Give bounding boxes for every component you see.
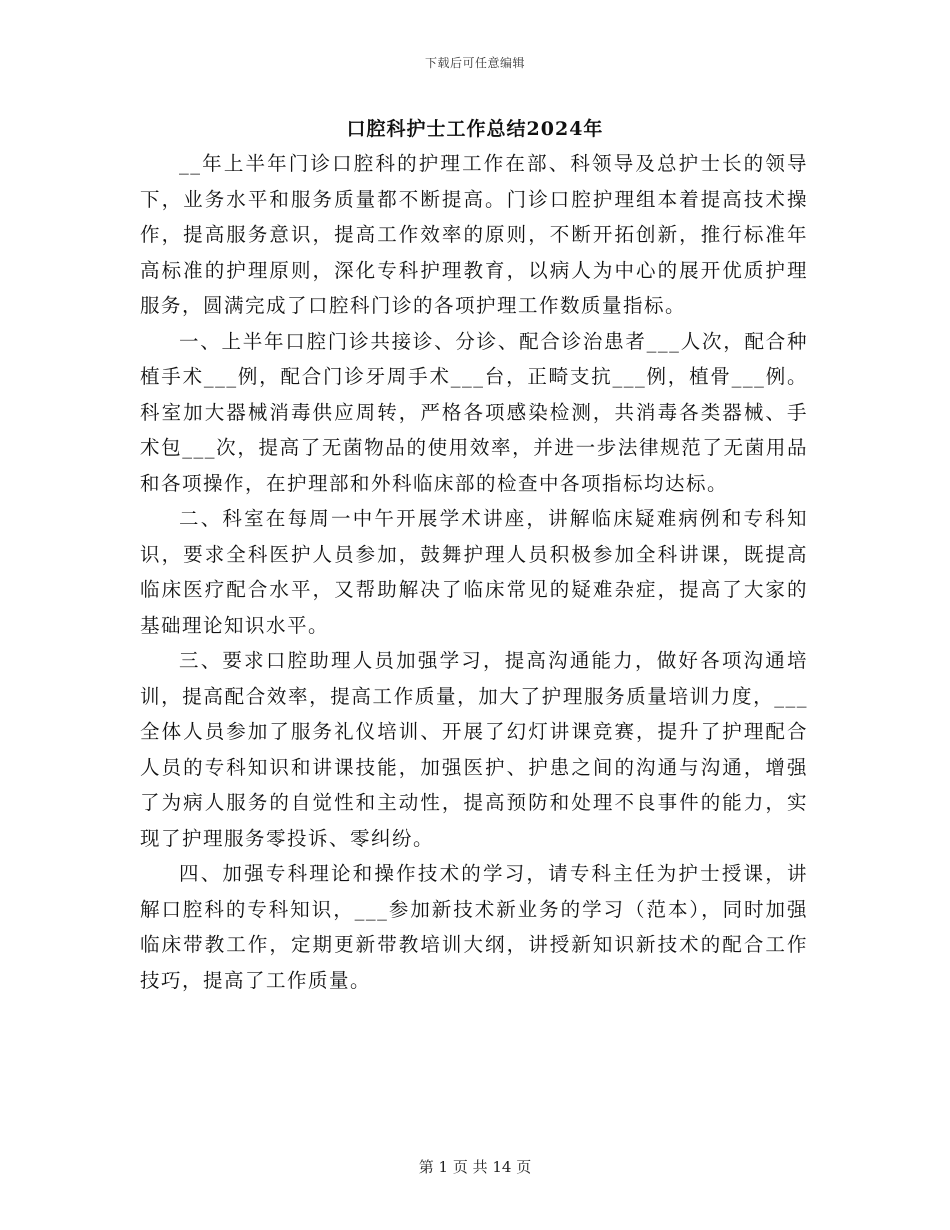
paragraph-section-1: 一、上半年口腔门诊共接诊、分诊、配合诊治患者___人次，配合种植手术___例，配合门诊牙周手术___台，正畸支抗___例，植骨___例。科室加大器械消毒供应周转，严格各项感染检测，共消毒各类器械、手术包___次，提高了无菌物品的使用效率，并进一步法律规范了无菌用品和各项操作，在护理部和外科临床部的检查中各项指标均达标。	[140, 329, 808, 495]
paragraph-section-2: 二、科室在每周一中午开展学术讲座，讲解临床疑难病例和专科知识，要求全科医护人员参加，鼓舞护理人员积极参加全科讲课，既提高临床医疗配合水平，又帮助解决了临床常见的疑难杂症，提高了大家的基础理论知识水平。	[140, 507, 808, 637]
document-title: 口腔科护士工作总结2024年	[346, 118, 604, 140]
paragraph-intro: __年上半年门诊口腔科的护理工作在部、科领导及总护士长的领导下，业务水平和服务质量都不断提高。门诊口腔护理组本着提高技术操作，提高服务意识，提高工作效率的原则，不断开拓创新，推行标准年高标准的护理原则，深化专科护理教育，以病人为中心的展开优质护理服务，圆满完成了口腔科门诊的各项护理工作数质量指标。	[140, 152, 808, 317]
paragraph-section-4: 四、加强专科理论和操作技术的学习，请专科主任为护士授课，讲解口腔科的专科知识，___参加新技术新业务的学习（范本），同时加强临床带教工作，定期更新带教培训大纲，讲授新知识新技术的配合工作技巧，提高了工作质量。	[140, 862, 808, 992]
paragraph-section-3: 三、要求口腔助理人员加强学习，提高沟通能力，做好各项沟通培训，提高配合效率，提高工作质量，加大了护理服务质量培训力度，___全体人员参加了服务礼仪培训、开展了幻灯讲课竞赛，提升了护理配合人员的专科知识和讲课技能，加强医护、护患之间的沟通与沟通，增强了为病人服务的自觉性和主动性，提高预防和处理不良事件的能力，实现了护理服务零投诉、零纠纷。	[140, 649, 808, 850]
page-number: 第 1 页 共 14 页	[418, 1158, 532, 1176]
document-body	[140, 146, 808, 998]
header-note: 下载后可任意编辑	[424, 56, 525, 70]
